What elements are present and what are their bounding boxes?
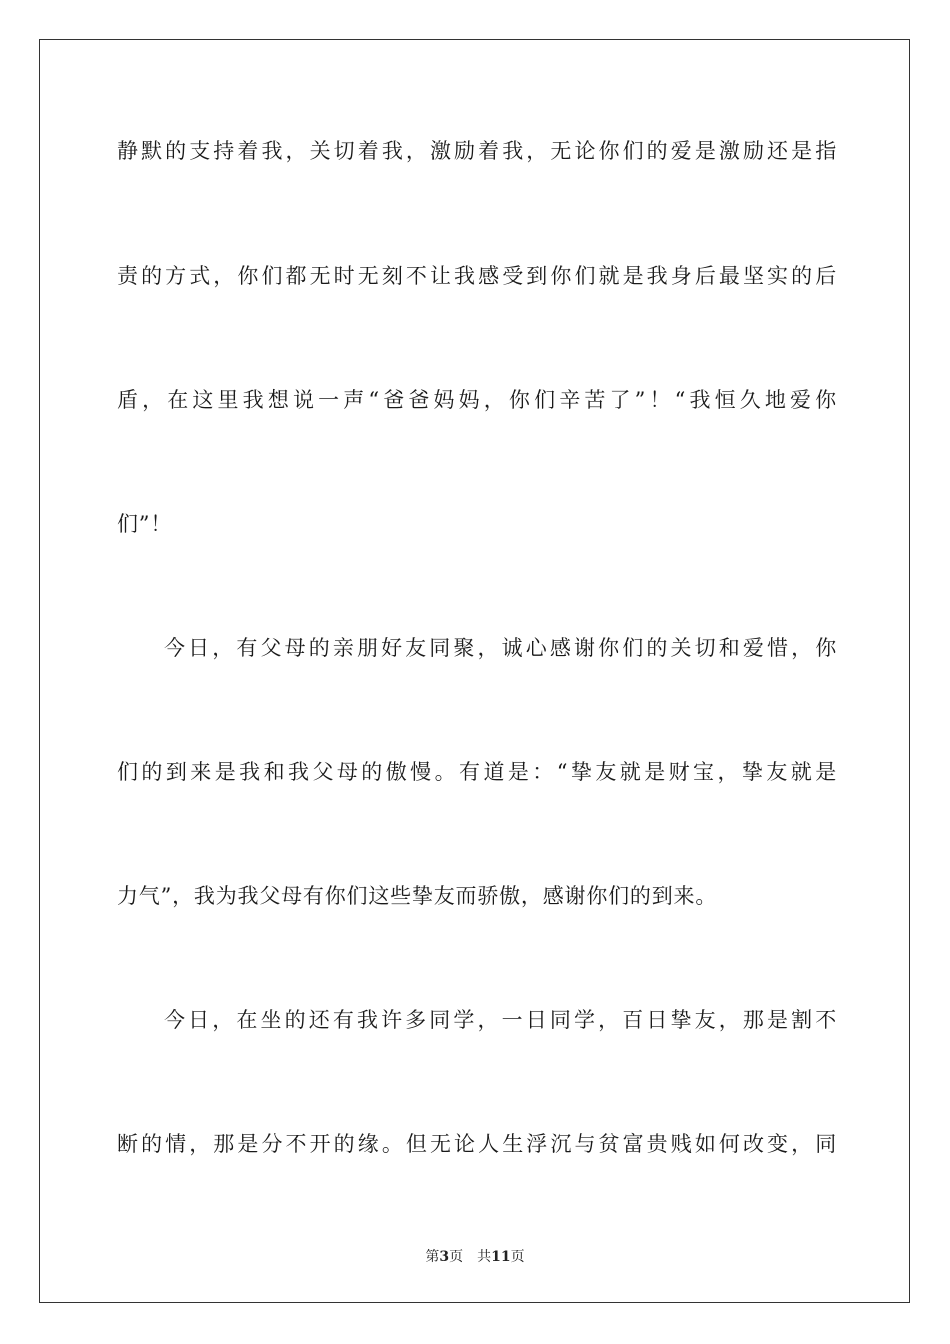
paragraph-2-line-1: 今日，有父母的亲朋好友同聚，诚心感谢你们的关切和爱惜，你 xyxy=(164,636,837,660)
footer-page-number: 3 xyxy=(439,1249,450,1265)
page-border xyxy=(39,39,910,1303)
text-line-2: 责的方式，你们都无时无刻不让我感受到你们就是我身后最坚实的后 xyxy=(117,264,837,288)
text-line-3: 盾，在这里我想说一声“爸爸妈妈，你们辛苦了”！“我恒久地爱你 xyxy=(117,388,837,412)
paragraph-3-line-2: 断的情，那是分不开的缘。但无论人生浮沉与贫富贵贱如何改变，同 xyxy=(117,1132,837,1156)
footer-total-suffix: 页 xyxy=(510,1249,525,1265)
footer-total-pages: 11 xyxy=(491,1249,511,1265)
paragraph-3-line-1: 今日，在坐的还有我许多同学，一日同学，百日挚友，那是割不 xyxy=(164,1008,837,1032)
page-footer xyxy=(0,1247,950,1267)
text-line-4: 们”！ xyxy=(117,512,173,536)
footer-page-prefix: 第 xyxy=(425,1249,440,1265)
paragraph-2-line-3: 力气”，我为我父母有你们这些挚友而骄傲，感谢你们的到来。 xyxy=(117,884,718,908)
footer-page-suffix: 页 xyxy=(449,1249,464,1265)
text-line-1: 静默的支持着我，关切着我，激励着我，无论你们的爱是激励还是指 xyxy=(117,139,837,163)
paragraph-2-line-2: 们的到来是我和我父母的傲慢。有道是：“挚友就是财宝，挚友就是 xyxy=(117,760,837,784)
footer-total-prefix: 共 xyxy=(477,1249,492,1265)
